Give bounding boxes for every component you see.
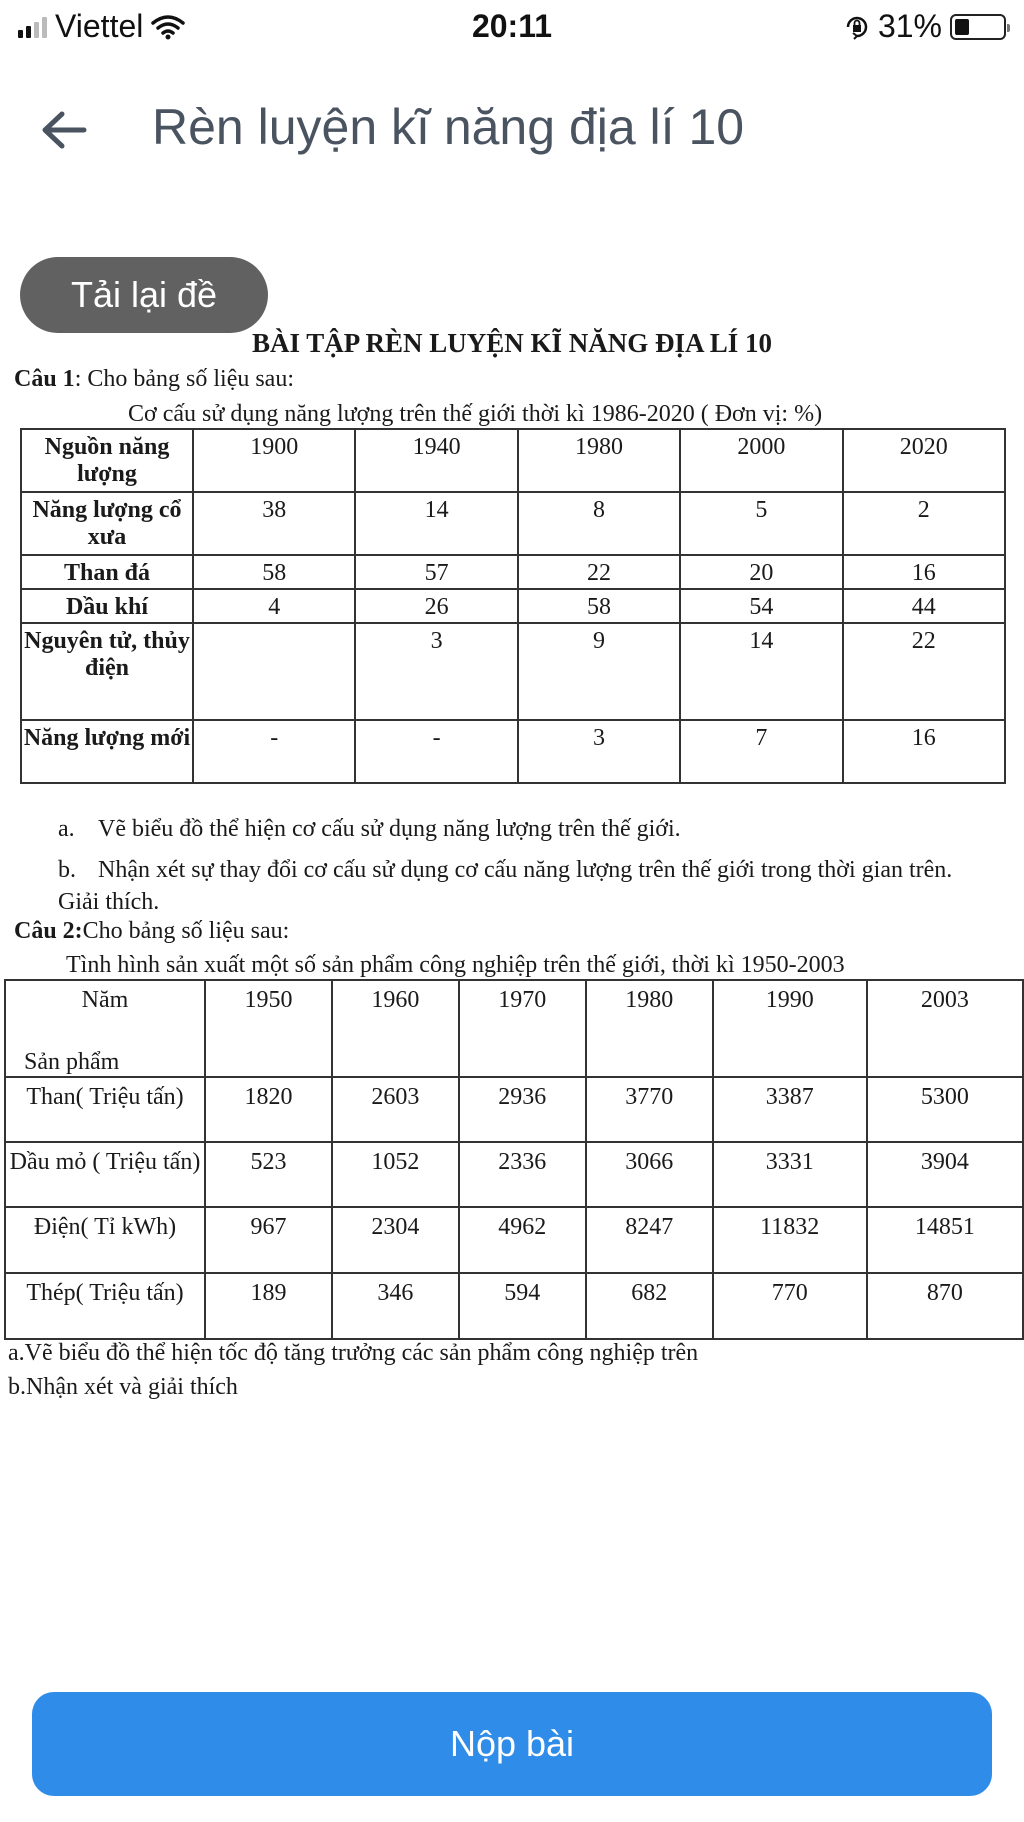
table-cell: 16 bbox=[843, 720, 1005, 783]
table-header-cell: 1950 bbox=[205, 980, 332, 1077]
table-header-cell: 1940 bbox=[355, 429, 517, 492]
table-cell: 594 bbox=[459, 1273, 586, 1339]
table-cell: 4 bbox=[193, 589, 355, 623]
table-cell: 3 bbox=[355, 623, 517, 720]
table-row bbox=[21, 623, 1005, 720]
table-row bbox=[5, 1077, 1023, 1142]
table-header-cell: 1980 bbox=[518, 429, 680, 492]
table-header-cell: 2000 bbox=[680, 429, 842, 492]
back-arrow-icon[interactable] bbox=[40, 110, 88, 150]
question-1-task-b: b. Nhận xét sự thay đổi cơ cấu sử dụng cơ cấu năng lượng trên thế giới trong thời gian trên. Giải thích. bbox=[58, 857, 953, 915]
table-cell: 26 bbox=[355, 589, 517, 623]
row-label: Than( Triệu tấn) bbox=[5, 1077, 205, 1142]
table-cell: 2304 bbox=[332, 1207, 459, 1273]
table-cell: 57 bbox=[355, 555, 517, 589]
row-label: Nguyên tử, thủy điện bbox=[21, 623, 193, 720]
table-header-corner-cell: Năm Sản phẩm bbox=[5, 980, 205, 1077]
question-2-table-caption: Tình hình sản xuất một số sản phẩm công nghiệp trên thế giới, thời kì 1950-2003 bbox=[66, 952, 845, 978]
reload-exam-button[interactable]: Tải lại đề bbox=[20, 257, 268, 333]
table-cell: 9 bbox=[518, 623, 680, 720]
battery-icon bbox=[950, 14, 1006, 40]
page-title: Rèn luyện kĩ năng địa lí 10 bbox=[152, 99, 745, 155]
table-cell: 20 bbox=[680, 555, 842, 589]
row-label: Dầu khí bbox=[21, 589, 193, 623]
table-cell: 3 bbox=[518, 720, 680, 783]
table-cell: 14851 bbox=[867, 1207, 1023, 1273]
question-1-table-caption: Cơ cấu sử dụng năng lượng trên thế giới thời kì 1986-2020 ( Đơn vị: %) bbox=[128, 401, 823, 427]
table-cell: 682 bbox=[586, 1273, 713, 1339]
table-cell: 16 bbox=[843, 555, 1005, 589]
table-cell: 1052 bbox=[332, 1142, 459, 1207]
table-cell: 14 bbox=[680, 623, 842, 720]
table-cell: 11832 bbox=[713, 1207, 867, 1273]
table-header-cell: 1990 bbox=[713, 980, 867, 1077]
question-1-label: Câu 1 bbox=[14, 366, 75, 392]
table-header-row bbox=[21, 429, 1005, 492]
table-cell: 3066 bbox=[586, 1142, 713, 1207]
table-cell: 523 bbox=[205, 1142, 332, 1207]
row-label: Năng lượng cổ xưa bbox=[21, 492, 193, 555]
table-cell: 967 bbox=[205, 1207, 332, 1273]
row-label: Điện( Tỉ kWh) bbox=[5, 1207, 205, 1273]
table-cell: 22 bbox=[518, 555, 680, 589]
question-2-task-b: b.Nhận xét và giải thích bbox=[8, 1374, 238, 1400]
table-cell: 58 bbox=[518, 589, 680, 623]
clock: 20:11 bbox=[471, 8, 553, 44]
table-header-cell: Nguồn năng lượng bbox=[21, 429, 193, 492]
row-label: Năng lượng mới bbox=[21, 720, 193, 783]
table-cell: 3387 bbox=[713, 1077, 867, 1142]
carrier-name: Viettel bbox=[55, 8, 144, 44]
question-1-intro bbox=[14, 366, 294, 393]
app-header bbox=[0, 90, 1024, 170]
table-cell bbox=[193, 623, 355, 720]
table-cell: 5300 bbox=[867, 1077, 1023, 1142]
table-header-cell: 2020 bbox=[843, 429, 1005, 492]
table-header-row bbox=[5, 980, 1023, 1077]
rotation-lock-icon bbox=[844, 14, 870, 40]
table-row bbox=[5, 1207, 1023, 1273]
battery-percentage: 31% bbox=[877, 8, 942, 44]
question-2-task-a: a.Vẽ biểu đồ thể hiện tốc độ tăng trưởng các sản phẩm công nghiệp trên bbox=[8, 1340, 699, 1366]
industrial-production-table bbox=[4, 979, 1024, 1340]
question-1-intro-text: : Cho bảng số liệu sau: bbox=[74, 366, 295, 392]
table-cell: 2936 bbox=[459, 1077, 586, 1142]
table-cell: 3770 bbox=[586, 1077, 713, 1142]
table-cell: 189 bbox=[205, 1273, 332, 1339]
table-cell: 346 bbox=[332, 1273, 459, 1339]
table-header-cell: 2003 bbox=[867, 980, 1023, 1077]
table-cell: 14 bbox=[355, 492, 517, 555]
table-cell: 3331 bbox=[713, 1142, 867, 1207]
table-cell: 44 bbox=[843, 589, 1005, 623]
table-cell: 2 bbox=[843, 492, 1005, 555]
table-cell: - bbox=[355, 720, 517, 783]
question-2-intro-text: Cho bảng số liệu sau: bbox=[82, 918, 290, 944]
table-row bbox=[21, 492, 1005, 555]
table-row bbox=[5, 1142, 1023, 1207]
status-bar bbox=[0, 0, 1024, 60]
row-label: Than đá bbox=[21, 555, 193, 589]
table-cell: 8247 bbox=[586, 1207, 713, 1273]
table-row bbox=[21, 555, 1005, 589]
table-cell: 3904 bbox=[867, 1142, 1023, 1207]
energy-structure-table bbox=[20, 428, 1006, 784]
table-header-cell: 1980 bbox=[586, 980, 713, 1077]
table-cell: 870 bbox=[867, 1273, 1023, 1339]
table-header-cell: 1900 bbox=[193, 429, 355, 492]
battery-fill bbox=[955, 19, 969, 35]
table-cell: 2336 bbox=[459, 1142, 586, 1207]
table-cell: 54 bbox=[680, 589, 842, 623]
table-cell: 8 bbox=[518, 492, 680, 555]
table-cell: 1820 bbox=[205, 1077, 332, 1142]
table-cell: 4962 bbox=[459, 1207, 586, 1273]
row-label: Dầu mỏ ( Triệu tấn) bbox=[5, 1142, 205, 1207]
table-row bbox=[21, 720, 1005, 783]
table-header-cell: 1970 bbox=[459, 980, 586, 1077]
question-1-task-a: a. Vẽ biểu đồ thể hiện cơ cấu sử dụng năng lượng trên thế giới. bbox=[58, 816, 681, 842]
table-cell: 7 bbox=[680, 720, 842, 783]
table-cell: 5 bbox=[680, 492, 842, 555]
table-row bbox=[21, 589, 1005, 623]
table-cell: 2603 bbox=[332, 1077, 459, 1142]
row-label: Thép( Triệu tấn) bbox=[5, 1273, 205, 1339]
table-cell: 38 bbox=[193, 492, 355, 555]
table-cell: - bbox=[193, 720, 355, 783]
table-header-cell: 1960 bbox=[332, 980, 459, 1077]
table-cell: 770 bbox=[713, 1273, 867, 1339]
submit-button[interactable]: Nộp bài bbox=[32, 1692, 992, 1796]
question-2-intro bbox=[14, 918, 289, 945]
table-cell: 22 bbox=[843, 623, 1005, 720]
table-row bbox=[5, 1273, 1023, 1339]
status-right bbox=[844, 8, 1006, 45]
document-title: BÀI TẬP RÈN LUYỆN KĨ NĂNG ĐỊA LÍ 10 bbox=[251, 328, 773, 358]
table-cell: 58 bbox=[193, 555, 355, 589]
question-2-label: Câu 2: bbox=[14, 918, 83, 944]
